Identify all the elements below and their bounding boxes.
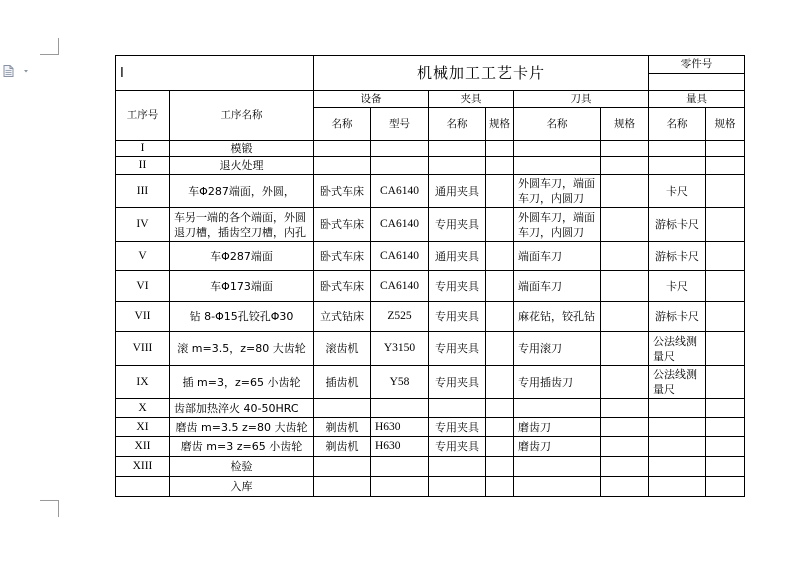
margin-mark-top	[40, 38, 59, 55]
cell-gauge-spec	[706, 302, 745, 332]
cell-gauge-spec	[706, 477, 745, 497]
cell-equipment-model: CA6140	[371, 175, 429, 208]
cell-fixture-spec	[486, 157, 514, 175]
cell-gauge-name: 卡尺	[649, 271, 706, 302]
cell-op-name: 磨齿 m=3.5 z=80 大齿轮	[170, 418, 314, 437]
cell-op-name: 滚 m=3.5，z=80 大齿轮	[170, 332, 314, 366]
margin-mark-bottom	[40, 500, 59, 517]
cell-equipment-name: 卧式车床	[314, 271, 371, 302]
cell-seq: III	[116, 175, 170, 208]
header-fixture-spec: 规格	[486, 108, 514, 141]
cell-op-name: 钻 8-Φ15孔铰孔Φ30	[170, 302, 314, 332]
table-row	[116, 437, 745, 457]
cell-fixture-spec	[486, 332, 514, 366]
cell-fixture-name	[429, 157, 486, 175]
cell-fixture-name: 专用夹具	[429, 271, 486, 302]
cell-fixture-name	[429, 477, 486, 497]
header-equipment-name: 名称	[314, 108, 371, 141]
cell-tool-name: 磨齿刀	[514, 437, 601, 457]
cell-gauge-spec	[706, 418, 745, 437]
cell-equipment-model: Y3150	[371, 332, 429, 366]
header-fixture-name: 名称	[429, 108, 486, 141]
cell-tool-spec	[601, 332, 649, 366]
cell-fixture-name: 通用夹具	[429, 242, 486, 271]
table-row	[116, 332, 745, 366]
card-title: 机械加工工艺卡片	[314, 56, 649, 91]
cell-gauge-spec	[706, 366, 745, 399]
cell-fixture-spec	[486, 208, 514, 242]
cell-op-name: 磨齿 m=3 z=65 小齿轮	[170, 437, 314, 457]
cell-equipment-name: 卧式车床	[314, 208, 371, 242]
cell-equipment-name: 滚齿机	[314, 332, 371, 366]
cell-equipment-name: 卧式车床	[314, 242, 371, 271]
cell-tool-name	[514, 399, 601, 418]
cell-op-name: 齿部加热淬火 40-50HRC	[170, 399, 314, 418]
cell-seq: II	[116, 157, 170, 175]
cell-equipment-name: 立式钻床	[314, 302, 371, 332]
cell-equipment-model: CA6140	[371, 242, 429, 271]
cell-fixture-spec	[486, 418, 514, 437]
cell-gauge-spec	[706, 399, 745, 418]
cell-gauge-name: 游标卡尺	[649, 208, 706, 242]
cell-equipment-name	[314, 477, 371, 497]
table-row	[116, 141, 745, 157]
cell-fixture-name: 专用夹具	[429, 366, 486, 399]
cell-op-name: 退火处理	[170, 157, 314, 175]
table-row	[116, 418, 745, 437]
cell-tool-spec	[601, 157, 649, 175]
header-equipment-model: 型号	[371, 108, 429, 141]
cell-tool-spec	[601, 366, 649, 399]
table-row	[116, 242, 745, 271]
header-lead-cell: I	[116, 56, 314, 91]
cell-seq: V	[116, 242, 170, 271]
cell-op-name: 车Φ173端面	[170, 271, 314, 302]
cell-fixture-name: 专用夹具	[429, 208, 486, 242]
header-gauge: 量具	[649, 91, 745, 108]
cell-fixture-name: 通用夹具	[429, 175, 486, 208]
cell-gauge-name	[649, 457, 706, 477]
header-op-name: 工序名称	[170, 91, 314, 141]
cell-fixture-name: 专用夹具	[429, 418, 486, 437]
document-icon[interactable]	[3, 65, 29, 77]
cell-seq: IX	[116, 366, 170, 399]
cell-gauge-name	[649, 141, 706, 157]
cell-equipment-name	[314, 399, 371, 418]
cell-tool-spec	[601, 242, 649, 271]
cell-fixture-spec	[486, 477, 514, 497]
cell-seq: XII	[116, 437, 170, 457]
cell-gauge-name: 游标卡尺	[649, 242, 706, 271]
cell-seq: I	[116, 141, 170, 157]
cell-gauge-spec	[706, 141, 745, 157]
table-row	[116, 271, 745, 302]
cell-gauge-spec	[706, 271, 745, 302]
cell-tool-name: 麻花钻，铰孔钻	[514, 302, 601, 332]
cell-equipment-model: H630	[371, 437, 429, 457]
cell-op-name: 模锻	[170, 141, 314, 157]
cell-tool-name: 专用插齿刀	[514, 366, 601, 399]
cell-fixture-spec	[486, 141, 514, 157]
cell-equipment-model: CA6140	[371, 271, 429, 302]
cell-fixture-name	[429, 457, 486, 477]
part-no-label: 零件号	[649, 56, 745, 74]
cell-equipment-model: CA6140	[371, 208, 429, 242]
cell-seq: X	[116, 399, 170, 418]
cell-tool-name: 磨齿刀	[514, 418, 601, 437]
cell-tool-spec	[601, 302, 649, 332]
cell-tool-spec	[601, 141, 649, 157]
cell-fixture-spec	[486, 242, 514, 271]
table-row	[116, 175, 745, 208]
cell-equipment-model	[371, 157, 429, 175]
cell-tool-name: 端面车刀	[514, 242, 601, 271]
cell-fixture-spec	[486, 366, 514, 399]
cell-fixture-spec	[486, 271, 514, 302]
cell-tool-spec	[601, 208, 649, 242]
cell-equipment-name	[314, 457, 371, 477]
cell-fixture-name: 专用夹具	[429, 437, 486, 457]
cell-seq: VI	[116, 271, 170, 302]
header-gauge-spec: 规格	[706, 108, 745, 141]
cell-equipment-model	[371, 457, 429, 477]
cell-equipment-model	[371, 477, 429, 497]
cell-gauge-name	[649, 437, 706, 457]
cell-fixture-name	[429, 141, 486, 157]
cell-tool-spec	[601, 418, 649, 437]
cell-gauge-name: 公法线测量尺	[649, 332, 706, 366]
cell-tool-name: 专用滚刀	[514, 332, 601, 366]
header-gauge-name: 名称	[649, 108, 706, 141]
cell-fixture-spec	[486, 175, 514, 208]
table-row	[116, 208, 745, 242]
cell-seq	[116, 477, 170, 497]
cell-gauge-spec	[706, 437, 745, 457]
header-tool-spec: 规格	[601, 108, 649, 141]
table-row	[116, 366, 745, 399]
cell-op-name: 入库	[170, 477, 314, 497]
cell-op-name: 车Φ287端面	[170, 242, 314, 271]
cell-equipment-model: Z525	[371, 302, 429, 332]
cell-gauge-spec	[706, 332, 745, 366]
header-seq: 工序号	[116, 91, 170, 141]
header-equipment: 设备	[314, 91, 429, 108]
cell-op-name: 车另一端的各个端面，外圆退刀槽，插齿空刀槽，内孔	[170, 208, 314, 242]
process-card-table	[115, 55, 745, 497]
cell-seq: VII	[116, 302, 170, 332]
cell-gauge-spec	[706, 208, 745, 242]
cell-gauge-spec	[706, 157, 745, 175]
cell-equipment-name: 插齿机	[314, 366, 371, 399]
cell-equipment-model: H630	[371, 418, 429, 437]
cell-fixture-spec	[486, 457, 514, 477]
cell-tool-name	[514, 141, 601, 157]
cell-fixture-name	[429, 399, 486, 418]
cell-equipment-model	[371, 141, 429, 157]
cell-equipment-model: Y58	[371, 366, 429, 399]
cell-tool-spec	[601, 477, 649, 497]
cell-equipment-model	[371, 399, 429, 418]
table-row	[116, 157, 745, 175]
part-no-value	[649, 74, 745, 91]
cell-equipment-name: 卧式车床	[314, 175, 371, 208]
header-tool-name: 名称	[514, 108, 601, 141]
cell-gauge-spec	[706, 242, 745, 271]
cell-tool-spec	[601, 457, 649, 477]
cell-tool-spec	[601, 399, 649, 418]
table-row	[116, 399, 745, 418]
cell-op-name: 车Φ287端面，外圆，	[170, 175, 314, 208]
cell-seq: XI	[116, 418, 170, 437]
table-row	[116, 477, 745, 497]
cell-equipment-name	[314, 141, 371, 157]
cell-gauge-name: 卡尺	[649, 175, 706, 208]
cell-tool-spec	[601, 175, 649, 208]
header-fixture: 夹具	[429, 91, 514, 108]
cell-fixture-name: 专用夹具	[429, 332, 486, 366]
cell-seq: VIII	[116, 332, 170, 366]
cell-gauge-spec	[706, 457, 745, 477]
cell-gauge-name: 公法线测量尺	[649, 366, 706, 399]
cell-equipment-name: 剃齿机	[314, 437, 371, 457]
cell-gauge-name	[649, 157, 706, 175]
cell-fixture-name: 专用夹具	[429, 302, 486, 332]
cell-tool-name	[514, 477, 601, 497]
cell-gauge-name	[649, 418, 706, 437]
cell-gauge-name: 游标卡尺	[649, 302, 706, 332]
cell-tool-spec	[601, 271, 649, 302]
cell-tool-name: 端面车刀	[514, 271, 601, 302]
table-row	[116, 457, 745, 477]
cell-gauge-name	[649, 477, 706, 497]
cell-fixture-spec	[486, 302, 514, 332]
table-row	[116, 302, 745, 332]
cell-fixture-spec	[486, 399, 514, 418]
cell-tool-name	[514, 457, 601, 477]
cell-tool-spec	[601, 437, 649, 457]
cell-seq: IV	[116, 208, 170, 242]
cell-gauge-spec	[706, 175, 745, 208]
cell-equipment-name	[314, 157, 371, 175]
cell-gauge-name	[649, 399, 706, 418]
cell-fixture-spec	[486, 437, 514, 457]
header-tool: 刀具	[514, 91, 649, 108]
cell-tool-name: 外圆车刀，端面车刀，内圆刀	[514, 208, 601, 242]
cell-op-name: 检验	[170, 457, 314, 477]
cell-op-name: 插 m=3，z=65 小齿轮	[170, 366, 314, 399]
cell-tool-name	[514, 157, 601, 175]
cell-seq: XIII	[116, 457, 170, 477]
cell-tool-name: 外圆车刀，端面车刀，内圆刀	[514, 175, 601, 208]
cell-equipment-name: 剃齿机	[314, 418, 371, 437]
